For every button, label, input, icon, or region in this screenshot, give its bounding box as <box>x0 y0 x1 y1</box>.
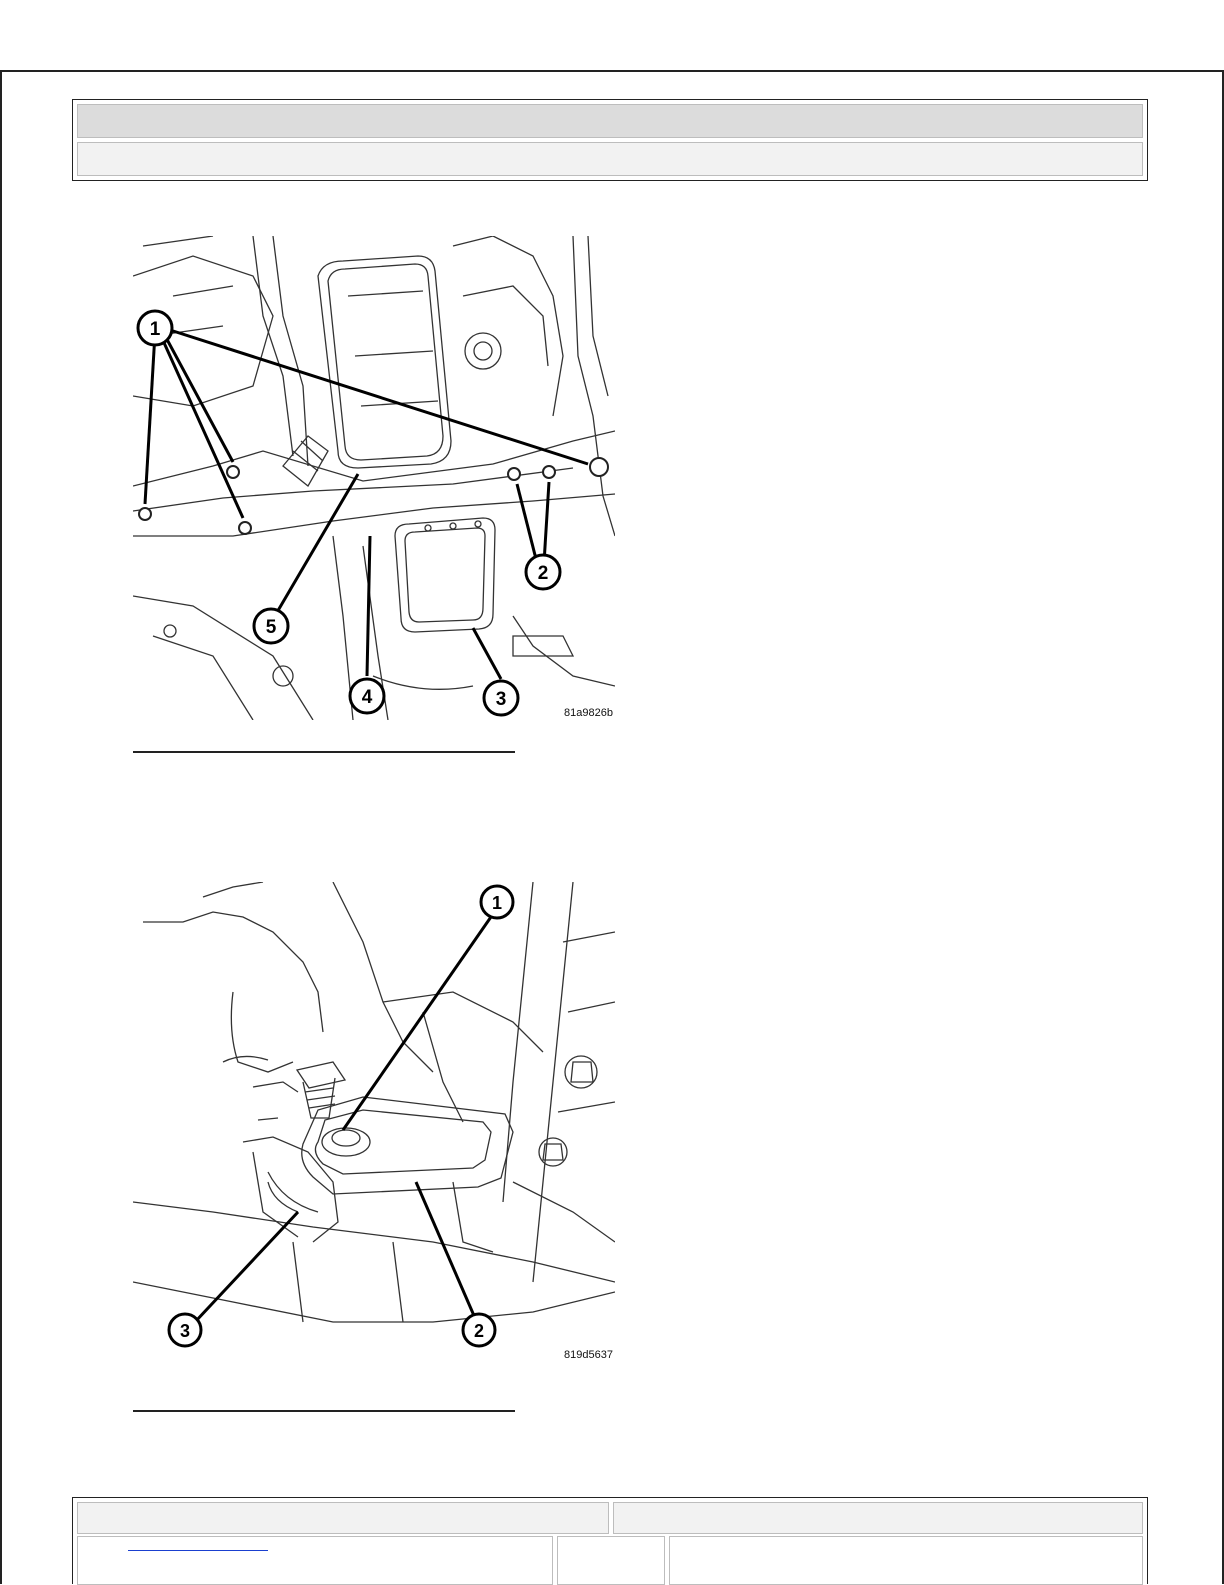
svg-text:2: 2 <box>473 1321 485 1341</box>
svg-text:4: 4 <box>361 687 373 708</box>
callout-5 <box>254 609 288 643</box>
figure-2-image-code: 819d5637 <box>564 1349 613 1361</box>
header-subtitle-row <box>77 142 1143 176</box>
svg-text:3: 3 <box>495 689 507 710</box>
header-table <box>72 99 1148 181</box>
footer-link[interactable] <box>128 1550 268 1551</box>
figure-2-rule <box>133 1410 515 1412</box>
callout-3 <box>484 681 518 715</box>
figure-2 <box>133 882 615 1364</box>
figure-1 <box>133 236 615 720</box>
callout-2 <box>526 555 560 589</box>
header-title-row <box>77 104 1143 138</box>
callout-4 <box>350 679 384 713</box>
footer-cell-right <box>613 1502 1143 1534</box>
figure-1-callouts <box>138 311 560 715</box>
svg-text:1: 1 <box>491 893 503 913</box>
footer-link-cell <box>77 1536 553 1585</box>
figure-1-illustration <box>133 236 615 720</box>
footer-table <box>72 1497 1148 1584</box>
figure-1-image-code: 81a9826b <box>564 707 613 719</box>
callout-2 <box>463 1314 495 1346</box>
figure-1-rule <box>133 751 515 753</box>
svg-text:3: 3 <box>179 1321 191 1341</box>
svg-text:2: 2 <box>537 563 549 584</box>
footer-cell-end <box>669 1536 1143 1585</box>
svg-text:5: 5 <box>265 617 277 638</box>
figure-2-illustration <box>133 882 615 1364</box>
svg-text:1: 1 <box>149 319 161 340</box>
footer-cell-left <box>77 1502 609 1534</box>
callout-3 <box>169 1314 201 1346</box>
footer-cell-middle <box>557 1536 665 1585</box>
callout-1 <box>138 311 172 345</box>
callout-1 <box>481 886 513 918</box>
